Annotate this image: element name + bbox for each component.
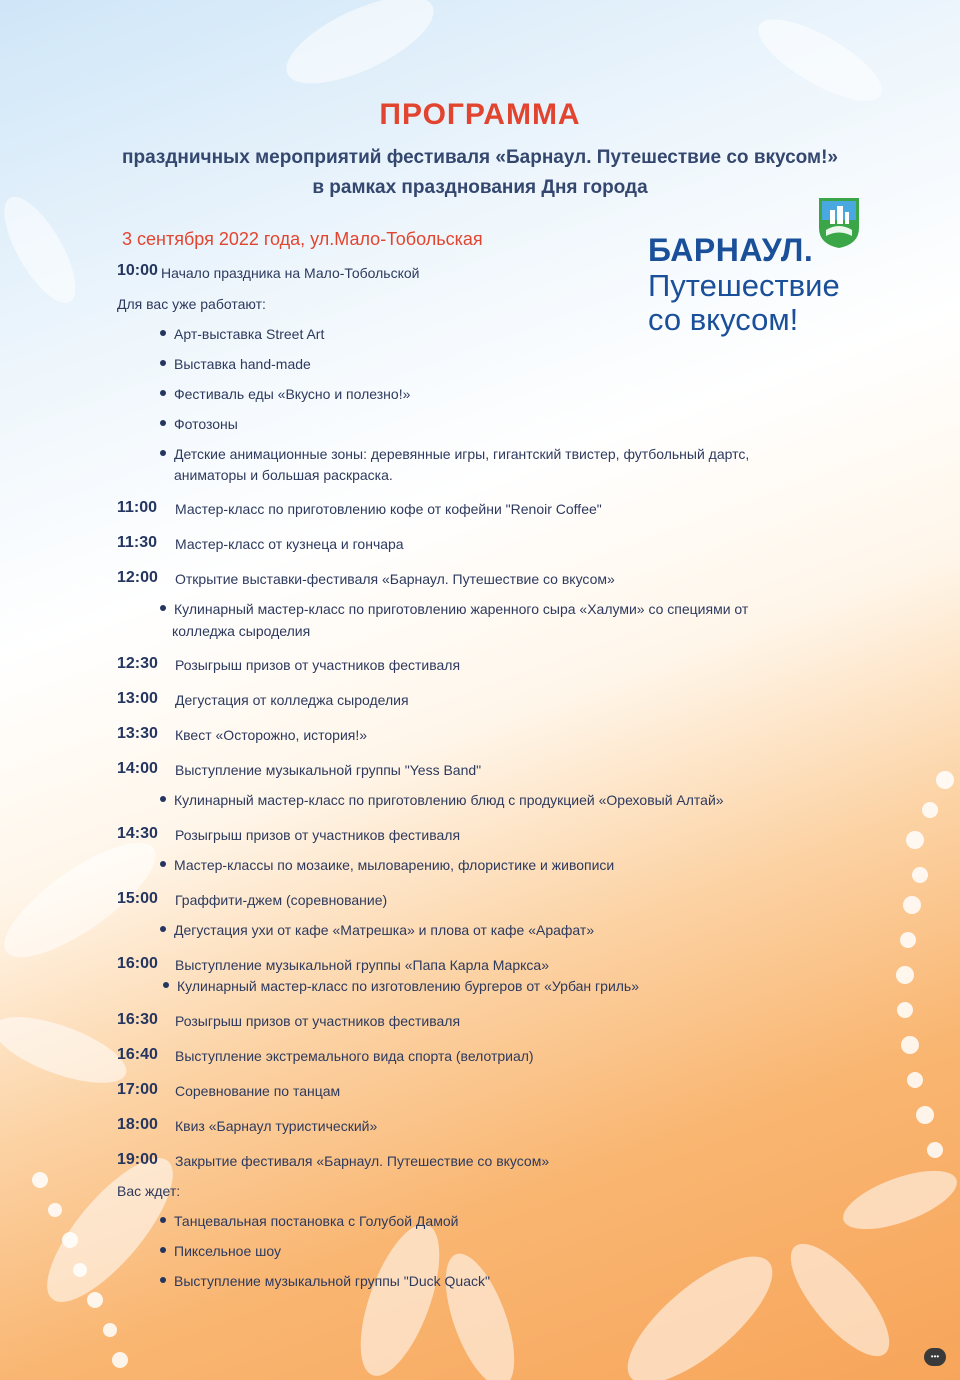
page-badge-icon: •••	[924, 1348, 946, 1366]
event-time: 17:00	[117, 1081, 158, 1098]
date-place: 3 сентября 2022 года, ул.Мало-Тобольская	[122, 229, 483, 249]
event-time: 18:00	[117, 1116, 158, 1133]
bullet-icon	[160, 796, 166, 802]
bullet-icon	[160, 330, 166, 336]
bullet-icon	[160, 360, 166, 366]
bullet-icon	[160, 450, 166, 456]
event-time: 16:00	[117, 955, 158, 972]
page-title: ПРОГРАММА	[379, 98, 581, 131]
event-time: 12:00	[117, 569, 158, 586]
event-time: 16:40	[117, 1046, 158, 1063]
list-item: Фестиваль еды «Вкусно и полезно!»	[160, 386, 410, 402]
bullet-icon	[160, 1277, 166, 1283]
event-text: Розыгрыш призов от участников фестиваля	[175, 657, 461, 673]
bullet-icon	[160, 420, 166, 426]
event-text: Мастер-класс от кузнеца и гончара	[175, 536, 404, 552]
subtitle-line-2: в рамках празднования Дня города	[312, 177, 648, 198]
opening-text: Начало праздника на Мало-Тобольской	[161, 265, 420, 281]
list-item: Детские анимационные зоны: деревянные игры, гигантский твистер, футбольный дартс,	[160, 446, 749, 462]
list-item: Кулинарный мастер-класс по приготовлению блюд с продукцией «Ореховый Алтай»	[160, 792, 724, 808]
coat-of-arms-icon	[816, 196, 862, 250]
already-working-label: Для вас уже работают:	[117, 296, 266, 312]
list-item: Арт-выставка Street Art	[160, 326, 324, 342]
bullet-icon	[160, 605, 166, 611]
event-time: 15:00	[117, 890, 158, 907]
event-time: 14:30	[117, 825, 158, 842]
bullet-icon	[163, 982, 169, 988]
list-item: Танцевальная постановка с Голубой Дамой	[160, 1213, 458, 1229]
event-text: Соревнование по танцам	[175, 1083, 341, 1099]
list-item: Фотозоны	[160, 416, 238, 432]
event-text: Выступление экстремального вида спорта (велотриал)	[175, 1048, 534, 1064]
event-time: 19:00	[117, 1151, 158, 1168]
event-text: Закрытие фестиваля «Барнаул. Путешествие со вкусом»	[175, 1153, 550, 1169]
event-text: Мастер-класс по приготовлению кофе от кофейни "Renoir Coffee"	[175, 501, 602, 517]
event-time: 11:00	[117, 499, 158, 516]
list-item: Пиксельное шоу	[160, 1243, 281, 1259]
time-opening: 10:00	[117, 262, 158, 279]
list-item-continuation: колледжа сыроделия	[172, 623, 311, 639]
list-item-continuation: аниматоры и большая раскраска.	[174, 467, 393, 483]
list-item: Мастер-классы по мозаике, мыловарению, флористике и живописи	[160, 857, 614, 873]
event-time: 16:30	[117, 1011, 158, 1028]
bullet-icon	[160, 390, 166, 396]
event-text: Открытие выставки-фестиваля «Барнаул. Путешествие со вкусом»	[175, 571, 615, 587]
bullet-icon	[160, 1247, 166, 1253]
logo-text-line-3: со вкусом!	[648, 302, 799, 337]
bullet-icon	[160, 1217, 166, 1223]
event-text: Дегустация от колледжа сыроделия	[175, 692, 409, 708]
event-time: 13:00	[117, 690, 158, 707]
bullet-icon	[160, 926, 166, 932]
logo-text-line-1: БАРНАУЛ.	[648, 232, 814, 268]
event-time: 12:30	[117, 655, 158, 672]
event-text: Квиз «Барнаул туристический»	[175, 1118, 378, 1134]
event-text: Розыгрыш призов от участников фестиваля	[175, 827, 461, 843]
event-text: Граффити-джем (соревнование)	[175, 892, 388, 908]
subtitle-line-1: праздничных мероприятий фестиваля «Барнаул. Путешествие со вкусом!»	[122, 147, 838, 168]
festival-logo	[648, 196, 878, 346]
list-item: Дегустация ухи от кафе «Матрешка» и плова от кафе «Арафат»	[160, 922, 594, 938]
list-item: Кулинарный мастер-класс по изготовлению бургеров от «Урбан гриль»	[163, 978, 639, 994]
logo-text-line-2: Путешествие	[648, 268, 840, 303]
event-text: Розыгрыш призов от участников фестиваля	[175, 1013, 461, 1029]
event-time: 13:30	[117, 725, 158, 742]
event-time: 11:30	[117, 534, 158, 551]
event-text: Выступление музыкальной группы «Папа Карла Маркса»	[175, 957, 549, 973]
list-item: Выступление музыкальной группы "Duck Quack"	[160, 1273, 490, 1289]
list-item: Кулинарный мастер-класс по приготовлению жаренного сыра «Халуми» со специями от	[160, 601, 748, 617]
event-text: Квест «Осторожно, история!»	[175, 727, 368, 743]
bullet-icon	[160, 861, 166, 867]
awaits-label: Вас ждет:	[117, 1183, 181, 1199]
event-time: 14:00	[117, 760, 158, 777]
list-item: Выставка hand-made	[160, 356, 311, 372]
event-text: Выступление музыкальной группы "Yess Band"	[175, 762, 482, 778]
